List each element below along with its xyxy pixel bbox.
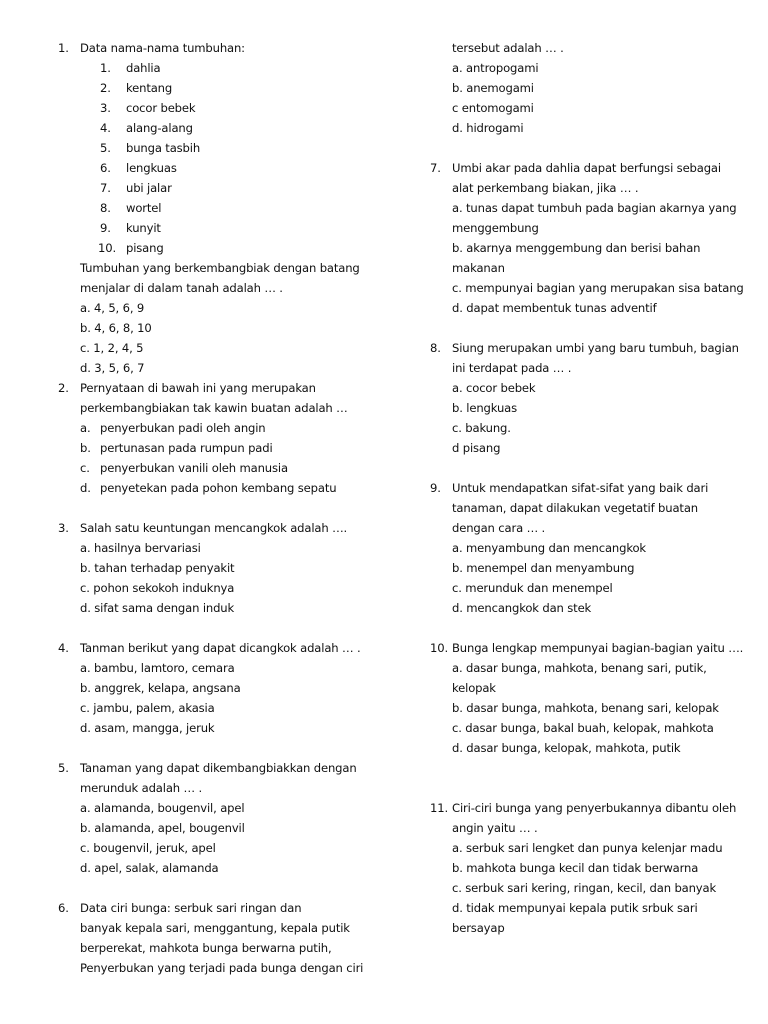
list-item: 2. kentang — [100, 81, 173, 95]
option-d: d. mencangkok dan stek — [452, 601, 592, 615]
option-b: b. tahan terhadap penyakit — [80, 561, 235, 575]
spacer — [58, 498, 388, 518]
list-item: 4. alang-alang — [100, 121, 193, 135]
question-stem: banyak kepala sari, menggantung, kepala putik — [80, 921, 350, 935]
question-stem: Ciri-ciri bunga yang penyerbukannya dibantu oleh — [452, 801, 737, 815]
list-item: 6. lengkuas — [100, 161, 177, 175]
option-a: a. alamanda, bougenvil, apel — [80, 801, 245, 815]
question-stem: perkembangbiakan tak kawin buatan adalah … — [80, 401, 348, 415]
question-stem: Umbi akar pada dahlia dapat berfungsi sebagai — [452, 161, 721, 175]
option-a-cont: kelopak — [452, 681, 496, 695]
option-b: b. anemogami — [452, 81, 534, 95]
question-number: 5. — [58, 761, 69, 775]
list-item: 3. cocor bebek — [100, 101, 196, 115]
option-b: b. 4, 6, 8, 10 — [80, 321, 152, 335]
option-c: c. mempunyai bagian yang merupakan sisa batang — [452, 281, 744, 295]
option-a: a. 4, 5, 6, 9 — [80, 301, 145, 315]
option-d: d pisang — [452, 441, 501, 455]
question-6 — [58, 898, 388, 978]
question-stem: menjalar di dalam tanah adalah … . — [80, 281, 283, 295]
option-d: d. hidrogami — [452, 121, 524, 135]
spacer — [430, 758, 755, 778]
spacer — [58, 738, 388, 758]
question-number: 4. — [58, 641, 69, 655]
question-6-continued — [430, 38, 755, 138]
list-item: 1. dahlia — [100, 61, 161, 75]
plant-list — [58, 58, 388, 258]
option-b: b. lengkuas — [452, 401, 517, 415]
option-a: a. hasilnya bervariasi — [80, 541, 201, 555]
option-a: a. dasar bunga, mahkota, benang sari, putik, — [452, 661, 707, 675]
question-number: 8. — [430, 341, 441, 355]
question-4 — [58, 638, 388, 738]
option-a: a. menyambung dan mencangkok — [452, 541, 646, 555]
question-stem: Tanaman yang dapat dikembangbiakkan dengan — [80, 761, 357, 775]
option-c: c. bougenvil, jeruk, apel — [80, 841, 216, 855]
option-c: c. merunduk dan menempel — [452, 581, 613, 595]
option-c: c. dasar bunga, bakal buah, kelopak, mahkota — [452, 721, 714, 735]
question-stem: alat perkembang biakan, jika … . — [452, 181, 639, 195]
question-stem: Salah satu keuntungan mencangkok adalah …. — [80, 521, 348, 535]
spacer — [430, 618, 755, 638]
question-number: 6. — [58, 901, 69, 915]
right-column — [430, 38, 755, 938]
option-b: b. menempel dan menyambung — [452, 561, 635, 575]
question-stem: ini terdapat pada … . — [452, 361, 572, 375]
list-item: 8. wortel — [100, 201, 162, 215]
question-11 — [430, 798, 755, 938]
option-a: a. cocor bebek — [452, 381, 536, 395]
question-stem: Data nama-nama tumbuhan: — [80, 41, 245, 55]
option-d: d. penyetekan pada pohon kembang sepatu — [80, 481, 337, 495]
option-a: a. penyerbukan padi oleh angin — [80, 421, 266, 435]
question-stem: Penyerbukan yang terjadi pada bunga dengan ciri — [80, 961, 364, 975]
option-d: d. dasar bunga, kelopak, mahkota, putik — [452, 741, 681, 755]
question-stem: tanaman, dapat dilakukan vegetatif buatan — [452, 501, 698, 515]
option-c: c. bakung. — [452, 421, 511, 435]
option-b: b. pertunasan pada rumpun padi — [80, 441, 273, 455]
option-d: d. dapat membentuk tunas adventif — [452, 301, 657, 315]
option-b: b. akarnya menggembung dan berisi bahan — [452, 241, 701, 255]
list-item: 10. pisang — [98, 241, 164, 255]
option-a: a. serbuk sari lengket dan punya kelenjar madu — [452, 841, 723, 855]
option-c: c. serbuk sari kering, ringan, kecil, dan banyak — [452, 881, 717, 895]
question-number: 7. — [430, 161, 441, 175]
question-1 — [58, 38, 388, 378]
option-c: c. 1, 2, 4, 5 — [80, 341, 144, 355]
question-number: 9. — [430, 481, 441, 495]
option-b: b. mahkota bunga kecil dan tidak berwarna — [452, 861, 699, 875]
question-stem: Untuk mendapatkan sifat-sifat yang baik dari — [452, 481, 709, 495]
question-5 — [58, 758, 388, 878]
option-a: a. antropogami — [452, 61, 539, 75]
option-a: a. tunas dapat tumbuh pada bagian akarnya yang — [452, 201, 737, 215]
spacer — [430, 318, 755, 338]
question-stem: dengan cara … . — [452, 521, 546, 535]
question-8 — [430, 338, 755, 458]
option-a-cont: menggembung — [452, 221, 539, 235]
option-d: d. asam, mangga, jeruk — [80, 721, 215, 735]
question-stem: tersebut adalah … . — [452, 41, 564, 55]
option-a: a. bambu, lamtoro, cemara — [80, 661, 235, 675]
question-3 — [58, 518, 388, 618]
question-stem: angin yaitu … . — [452, 821, 538, 835]
spacer — [430, 138, 755, 158]
option-b-cont: makanan — [452, 261, 505, 275]
question-stem: berperekat, mahkota bunga berwarna putih, — [80, 941, 332, 955]
option-d: d. tidak mempunyai kepala putik srbuk sari — [452, 901, 698, 915]
option-d: d. apel, salak, alamanda — [80, 861, 219, 875]
option-c: c. jambu, palem, akasia — [80, 701, 215, 715]
question-stem: Tanman berikut yang dapat dicangkok adalah … . — [80, 641, 361, 655]
option-d-cont: bersayap — [452, 921, 505, 935]
question-number: 2. — [58, 381, 69, 395]
list-item: 7. ubi jalar — [100, 181, 172, 195]
spacer — [58, 878, 388, 898]
spacer — [430, 458, 755, 478]
question-9 — [430, 478, 755, 618]
question-number: 1. — [58, 41, 69, 55]
left-column — [58, 38, 388, 978]
option-b: b. dasar bunga, mahkota, benang sari, kelopak — [452, 701, 719, 715]
option-d: d. 3, 5, 6, 7 — [80, 361, 145, 375]
question-stem: Pernyataan di bawah ini yang merupakan — [80, 381, 316, 395]
question-stem: Bunga lengkap mempunyai bagian-bagian yaitu …. — [452, 641, 744, 655]
option-c: c. penyerbukan vanili oleh manusia — [80, 461, 288, 475]
spacer — [58, 618, 388, 638]
spacer — [430, 778, 755, 798]
question-stem: Data ciri bunga: serbuk sari ringan dan — [80, 901, 302, 915]
list-item: 9. kunyit — [100, 221, 161, 235]
question-10 — [430, 638, 755, 758]
question-number: 11. — [430, 801, 448, 815]
question-2 — [58, 378, 388, 498]
list-item: 5. bunga tasbih — [100, 141, 201, 155]
question-number: 10. — [430, 641, 448, 655]
option-c: c. pohon sekokoh induknya — [80, 581, 235, 595]
question-number: 3. — [58, 521, 69, 535]
question-7 — [430, 158, 755, 318]
option-c: c entomogami — [452, 101, 534, 115]
option-b: b. alamanda, apel, bougenvil — [80, 821, 245, 835]
question-stem: Siung merupakan umbi yang baru tumbuh, bagian — [452, 341, 739, 355]
question-stem: merunduk adalah … . — [80, 781, 203, 795]
option-d: d. sifat sama dengan induk — [80, 601, 235, 615]
question-stem: Tumbuhan yang berkembangbiak dengan batang — [80, 261, 360, 275]
option-b: b. anggrek, kelapa, angsana — [80, 681, 241, 695]
